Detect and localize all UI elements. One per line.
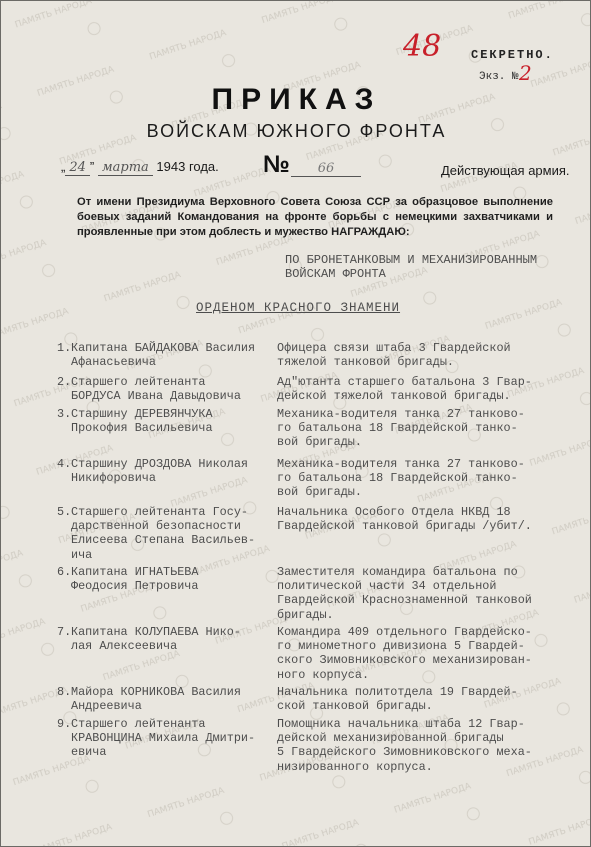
entry-number: 4. [57,457,72,471]
entry-position: Ад"ютанта старшего батальона 3 Гвар- дейской тяжелой танковой бригады. [277,375,532,404]
entry-number: 5. [57,505,72,519]
date-year: 1943 года. [156,159,219,174]
entry-number: 8. [57,685,72,699]
entry-position: Офицера связи штаба 3 Гвардейской тяжелой танковой бригады. [277,341,511,370]
secret-label: СЕКРЕТНО. [471,48,554,62]
document-title: ПРИКАЗ [211,83,382,116]
copy-number: 2 [519,61,532,85]
entry-number: 6. [57,565,72,579]
entry-position: Заместителя командира батальона по политической части 34 отдельной Гвардейской Краснознаменной танковой бригады. [277,565,532,622]
entry-name: Капитана ИГНАТЬЕВА Феодосия Петровича [71,565,199,594]
number-sign: № [263,151,290,178]
order-number: 66 [291,161,361,177]
entry-position: Начальника Особого Отдела НКВД 18 Гвардейской танковой бригады /убит/. [277,505,532,534]
entry-position: Механика-водителя танка 27 танково- го батальона 18 Гвардейской танко- вой бригады. [277,407,525,450]
entry-position: Механика-водителя танка 27 танково- го батальона 18 Гвардейской танко- вой бригады. [277,457,525,500]
entry-position: Начальника политотдела 19 Гвардей- ской танковой бригады. [277,685,518,714]
entry-name: Капитана КОЛУПАЕВА Нико- лая Алексеевича [71,625,241,654]
entry-name: Старшину ДЕРЕВЯНЧУКА Прокофия Васильевича [71,407,213,436]
entry-name: Капитана БАЙДАКОВА Василия Афанасьевича [71,341,256,370]
date-month: марта [98,160,153,176]
document-subtitle: ВОЙСКАМ ЮЖНОГО ФРОНТА [146,121,447,141]
entry-number: 1. [57,341,72,355]
entry-name: Старшего лейтенанта КРАВОНЦИНА Михаила Дмитри- евича [71,717,256,760]
entry-name: Майора КОРНИКОВА Василия Андреевича [71,685,241,714]
preamble-text: От имени Президиума Верховного Совета Союза ССР за образцовое выполнение боевых заданий Командования на фронте борьбы с немецкими захватчиками и проявленные при этом доблесть и мужество НАГРАЖДАЮ: [77,196,553,238]
section-heading: ПО БРОНЕТАНКОВЫМ И МЕХАНИЗИРОВАННЫМ ВОЙСКАМ ФРОНТА [285,253,538,281]
entry-name: Старшего лейтенанта БОРДУСА Ивана Давыдовича [71,375,241,404]
entry-name: Старшего лейтенанта Госу- дарственной безопасности Елисеева Степана Васильев- ича [71,505,256,562]
date-line: „ 24 ” марта 1943 года. [61,159,219,175]
award-heading: ОРДЕНОМ КРАСНОГО ЗНАМЕНИ [196,301,401,315]
entry-position: Помощника начальника штаба 12 Гвар- дейской механизированной бригады 5 Гвардейского Зимовниковского меха- низированного корпуса. [277,717,532,774]
entry-number: 9. [57,717,72,731]
date-day: 24 [65,160,90,176]
entry-position: Командира 409 отдельного Гвардейско- го минометного дивизиона 5 Гвардей- ского Зимовниковского механизирован- ного корпуса. [277,625,532,682]
entry-number: 3. [57,407,72,421]
copy-label: Экз. № [479,71,519,83]
army-label: Действующая армия. [441,163,570,178]
entry-number: 2. [57,375,72,389]
handwritten-number: 48 [403,29,442,64]
entry-name: Старшину ДРОЗДОВА Николая Никифоровича [71,457,248,486]
entry-number: 7. [57,625,72,639]
